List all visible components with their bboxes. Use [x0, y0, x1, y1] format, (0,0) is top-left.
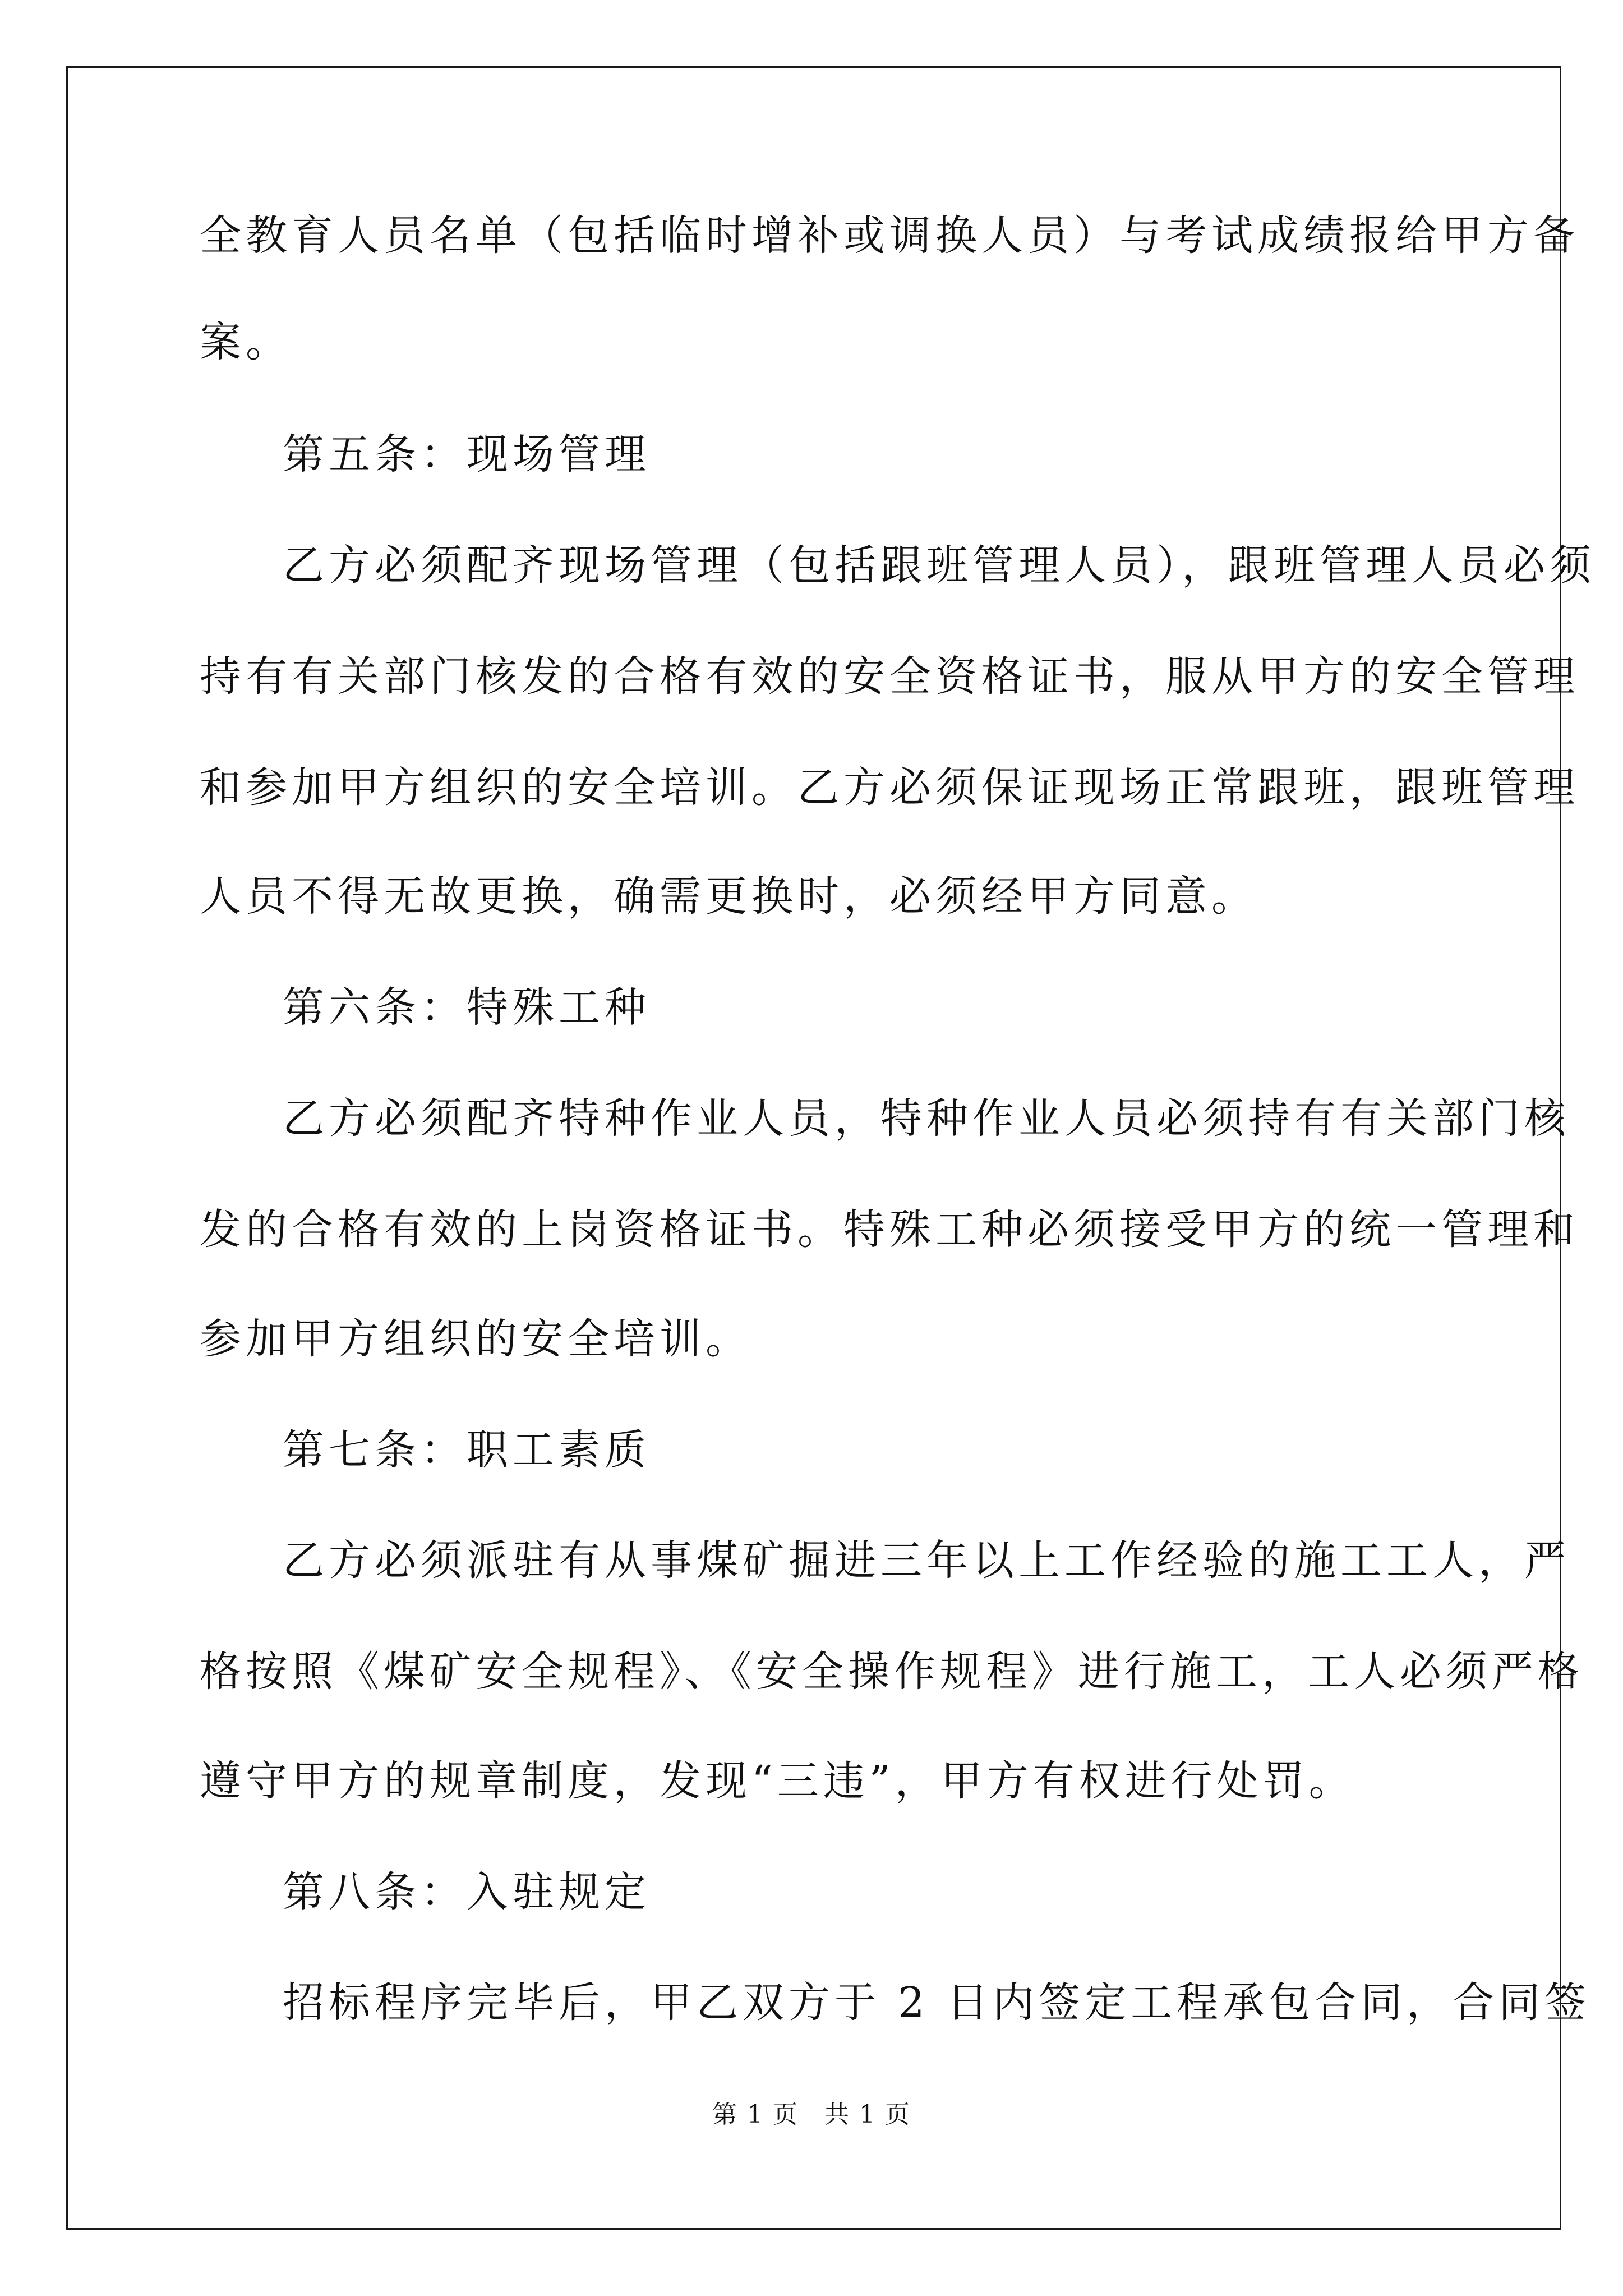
- body-text-line: 遵守甲方的规章制度，发现“三违”，甲方有权进行处罚。: [200, 1757, 1355, 1805]
- body-text-line: 乙方必须配齐特种作业人员，特种作业人员必须持有有关部门核: [283, 1094, 1570, 1143]
- body-text-line: 参加甲方组织的安全培训。: [200, 1315, 751, 1363]
- body-text-line: 全教育人员名单（包括临时增补或调换人员）与考试成绩报给甲方备: [200, 211, 1579, 260]
- section-heading-6: 第六条：特殊工种: [283, 983, 651, 1032]
- body-text-line: 乙方必须派驻有从事煤矿掘进三年以上工作经验的施工工人，严: [283, 1536, 1570, 1585]
- body-text-line: 案。: [200, 318, 292, 366]
- section-heading-7: 第七条：职工素质: [283, 1426, 651, 1474]
- body-text-line: 格按照《煤矿安全规程》、《安全操作规程》进行施工，工人必须严格: [200, 1648, 1584, 1696]
- body-text-line: 持有有关部门核发的合格有效的安全资格证书，服从甲方的安全管理: [200, 652, 1579, 701]
- section-heading-5: 第五条：现场管理: [283, 430, 651, 478]
- body-text-line: 和参加甲方组织的安全培训。乙方必须保证现场正常跟班，跟班管理: [200, 763, 1579, 812]
- section-heading-8: 第八条：入驻规定: [283, 1868, 651, 1916]
- page-number-footer: 第 1 页 共 1 页: [712, 2100, 911, 2129]
- body-text-line: 人员不得无故更换，确需更换时，必须经甲方同意。: [200, 872, 1257, 921]
- body-text-line: 乙方必须配齐现场管理（包括跟班管理人员），跟班管理人员必须: [283, 541, 1596, 590]
- body-text-line: 发的合格有效的上岗资格证书。特殊工种必须接受甲方的统一管理和: [200, 1205, 1579, 1254]
- body-text-line: 招标程序完毕后，甲乙双方于 2 日内签定工程承包合同，合同签: [283, 1978, 1591, 2027]
